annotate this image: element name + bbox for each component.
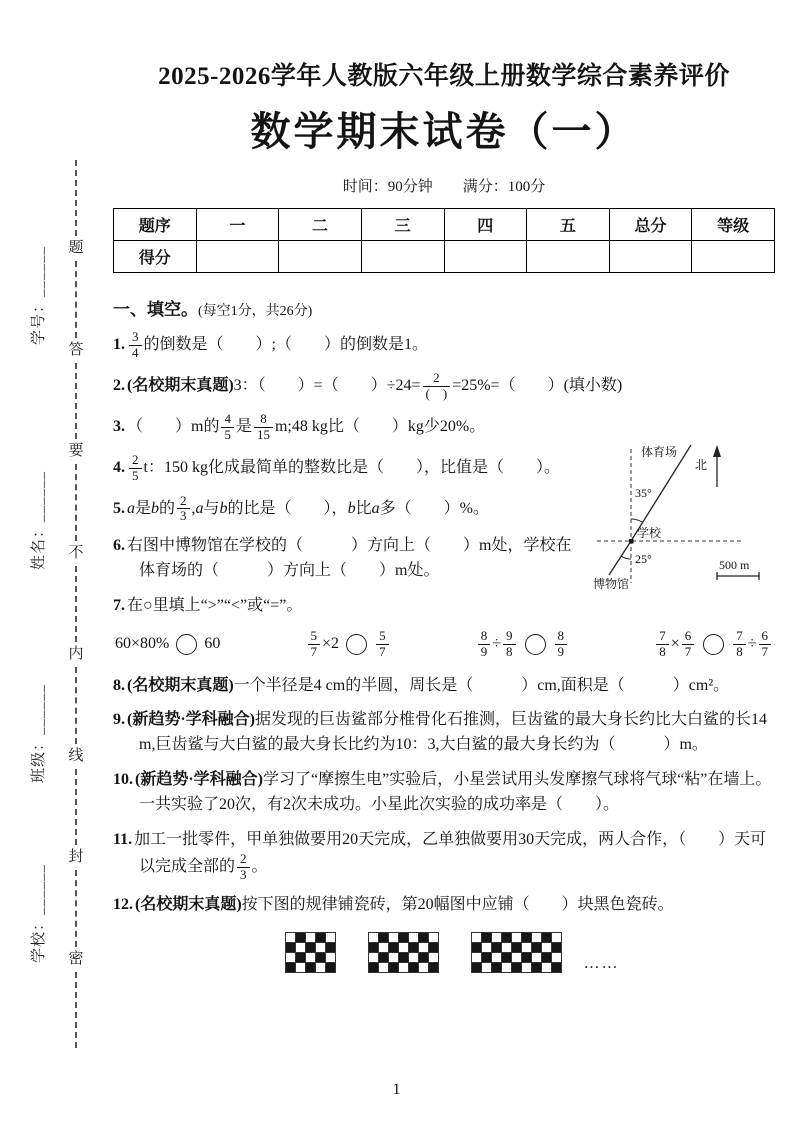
seal-character: 答 — [68, 341, 84, 358]
question-tag: (名校期末真题) — [127, 676, 234, 694]
score-cell-empty — [279, 241, 362, 273]
main-content — [113, 56, 775, 973]
stadium-label: 体育场 — [641, 444, 678, 459]
fraction-denominator: 7 — [310, 643, 318, 659]
black-tile — [481, 933, 491, 943]
museum-label: 博物馆 — [593, 576, 630, 591]
white-tile — [491, 933, 501, 943]
white-tile — [378, 963, 388, 973]
white-tile — [501, 963, 511, 973]
direction-diagram — [591, 439, 775, 591]
fraction-denominator: 3 — [240, 867, 247, 883]
white-tile — [551, 953, 561, 963]
white-tile — [481, 963, 491, 973]
fraction-denominator: 15 — [256, 426, 270, 442]
fraction-numerator: 6 — [759, 629, 772, 645]
score-cell-empty — [609, 241, 692, 273]
fraction — [129, 330, 142, 361]
question-8: 8. (名校期末真题)一个半径是4 cm的半圆，周长是（ ）cm,面积是（ ）cm²。 — [113, 676, 730, 694]
score-cell-empty — [444, 241, 527, 273]
fraction-denominator: 8 — [659, 643, 666, 659]
seal-character: 密 — [68, 950, 84, 967]
black-tile — [285, 943, 295, 953]
seal-character: 线 — [68, 747, 84, 764]
fraction-denominator: 8 — [736, 643, 743, 659]
direction-diagram-wrap — [591, 439, 775, 591]
black-tile — [551, 963, 561, 973]
fraction — [254, 412, 273, 443]
black-tile — [315, 933, 325, 943]
black-tile — [531, 963, 541, 973]
question-6: 6. 右图中博物馆在学校的（ ）方向上（ ）m处，学校在体育场的（ ）方向上（ ）m处。 — [113, 537, 572, 580]
fraction — [221, 412, 234, 443]
question-number: 7. — [113, 596, 125, 614]
question-number: 1. — [113, 336, 125, 354]
black-tile — [378, 953, 388, 963]
tile-pattern-1 — [285, 932, 336, 973]
seal-dash — [75, 667, 77, 743]
fraction-numerator: 2 — [129, 453, 142, 469]
score-table-header-row — [114, 209, 775, 241]
score-cell: 五 — [527, 209, 610, 241]
fraction-numerator: 6 — [682, 629, 695, 645]
fraction-numerator: 3 — [129, 330, 142, 346]
school-field: 学校：______ — [31, 863, 47, 963]
white-tile — [511, 933, 521, 943]
black-tile — [418, 933, 428, 943]
comparison-row — [115, 629, 773, 660]
black-tile — [551, 943, 561, 953]
white-tile — [428, 933, 438, 943]
white-tile — [521, 943, 531, 953]
black-tile — [378, 933, 388, 943]
tile-pattern-2 — [368, 932, 439, 973]
score-cell: 四 — [444, 209, 527, 241]
black-tile — [295, 933, 305, 943]
fraction-numerator: 2 — [237, 852, 250, 868]
question-11: 11. 加工一批零件，甲单独做要用20天完成，乙单独做要用30天完成，两人合作，（ ）天可以完成全部的 $\frac{2}{3}$ 。 — [113, 830, 767, 883]
black-tile — [315, 953, 325, 963]
white-tile — [531, 953, 541, 963]
black-tile — [388, 943, 398, 953]
section-note: (每空1分，共26分) — [198, 304, 313, 319]
variable: a — [195, 499, 204, 517]
white-tile — [501, 943, 511, 953]
comparison-item: $\frac{5}{7}$ ×2 $\frac{5}{7}$ — [306, 629, 391, 660]
fraction — [177, 494, 190, 525]
variable: b — [151, 499, 160, 517]
seal-character: 内 — [68, 646, 84, 663]
seal-line — [66, 160, 86, 1048]
question-10: 10. (新趋势·学科融合)学习了“摩擦生电”实验后，小星尝试用头发摩擦气球将气球“粘”在墙上。一共实验了20次，有2次未成功。小星此次实验的成功率是（ ）。 — [113, 771, 772, 813]
white-tile — [315, 963, 325, 973]
question-number: 5. — [113, 499, 125, 517]
fraction — [555, 629, 568, 660]
seal-character: 题 — [68, 240, 84, 257]
question-number: 9. — [113, 711, 125, 729]
white-tile — [378, 943, 388, 953]
angle-arc-top — [631, 519, 643, 522]
question-tag: (新趋势·学科融合) — [127, 711, 255, 729]
comparison-circle — [703, 634, 724, 655]
white-tile — [315, 943, 325, 953]
fraction-denominator: 9 — [557, 643, 565, 659]
question-2: 2. (名校期末真题)3：（ ）=（ ）÷24= $\frac{2}{( )}$ =25%=（ ）(填小数) — [113, 369, 623, 401]
comparison-item: 60×80% 60 — [115, 634, 220, 655]
question-number: 10. — [113, 771, 133, 789]
fraction — [478, 629, 491, 660]
white-tile — [285, 933, 295, 943]
name-field: 姓名：______ — [31, 470, 47, 570]
question-number: 12. — [113, 896, 133, 914]
black-tile — [501, 933, 511, 943]
variable: a — [127, 499, 135, 517]
question-number: 6. — [113, 537, 125, 555]
black-tile — [325, 963, 335, 973]
question-1: 1. $\frac{3}{4}$ 的倒数是（ ）;（ ）的倒数是1。 — [113, 329, 428, 360]
black-tile — [418, 953, 428, 963]
question-number: 2. — [113, 376, 125, 394]
white-tile — [305, 953, 315, 963]
black-tile — [305, 943, 315, 953]
white-tile — [481, 943, 491, 953]
school-point — [629, 539, 634, 544]
black-tile — [521, 953, 531, 963]
black-tile — [428, 943, 438, 953]
seal-dash — [75, 363, 77, 439]
question-5: 5. a是b的 $\frac{2}{3}$ ,a与b的比是（ ），b比a多（ ）%。 — [113, 492, 489, 524]
white-tile — [521, 963, 531, 973]
fraction — [503, 629, 516, 660]
black-tile — [398, 953, 408, 963]
fraction-numerator: 8 — [555, 629, 568, 645]
black-tile — [325, 943, 335, 953]
tile-pattern-3 — [471, 932, 562, 973]
seal-dash — [75, 972, 77, 1048]
fraction — [423, 371, 451, 402]
fraction-numerator: 8 — [478, 629, 491, 645]
black-tile — [501, 953, 511, 963]
white-tile — [295, 963, 305, 973]
score-cell-empty — [527, 241, 610, 273]
white-tile — [428, 953, 438, 963]
comparison-circle — [346, 634, 367, 655]
black-tile — [511, 943, 521, 953]
white-tile — [325, 953, 335, 963]
score-cell-empty — [692, 241, 775, 273]
north-label: 北 — [695, 457, 708, 472]
paper-title: 数学期末试卷（一） — [250, 109, 638, 154]
question-4: 4. $\frac{2}{5}$ t：150 kg化成最简单的整数比是（ ），比值是（ ）。 — [113, 451, 560, 483]
seal-character: 封 — [68, 849, 84, 866]
fraction-numerator: 5 — [308, 629, 321, 645]
seal-character: 要 — [68, 443, 84, 460]
score-table — [113, 208, 775, 273]
black-tile — [481, 953, 491, 963]
score-cell: 题序 — [114, 209, 197, 241]
student-number-field: 学号：______ — [31, 245, 47, 345]
black-tile — [541, 933, 551, 943]
white-tile — [541, 943, 551, 953]
score-cell-empty — [361, 241, 444, 273]
black-tile — [491, 943, 501, 953]
score-table-score-row — [114, 241, 775, 273]
fraction-denominator: 7 — [379, 643, 386, 659]
fraction-denominator: 7 — [761, 643, 768, 659]
fraction-numerator: 7 — [656, 629, 669, 645]
question-number: 11. — [113, 830, 133, 848]
comparison-circle — [176, 634, 197, 655]
white-tile — [388, 953, 398, 963]
seal-dash — [75, 261, 77, 337]
black-tile — [408, 943, 418, 953]
score-cell: 二 — [279, 209, 362, 241]
white-tile — [541, 963, 551, 973]
black-tile — [531, 943, 541, 953]
angle-bottom-label: 25° — [635, 551, 652, 566]
white-tile — [418, 943, 428, 953]
score-cell: 三 — [361, 209, 444, 241]
black-tile — [295, 953, 305, 963]
white-tile — [368, 933, 378, 943]
black-tile — [368, 943, 378, 953]
score-cell: 等级 — [692, 209, 775, 241]
black-tile — [471, 943, 481, 953]
fraction-denominator: 9 — [480, 643, 488, 659]
question-tag: (名校期末真题) — [127, 376, 234, 394]
seal-dash — [75, 870, 77, 946]
comparison-item: $\frac{8}{9}$ ÷ $\frac{9}{8}$ $\frac{8}{9}$ — [476, 629, 569, 660]
north-arrow-head — [713, 445, 721, 457]
black-tile — [398, 933, 408, 943]
black-tile — [305, 963, 315, 973]
white-tile — [511, 953, 521, 963]
black-tile — [471, 963, 481, 973]
white-tile — [408, 953, 418, 963]
museum-line — [609, 541, 631, 575]
seal-dash — [75, 566, 77, 642]
class-field: 班级：______ — [31, 683, 47, 783]
white-tile — [368, 953, 378, 963]
question-12: 12. (名校期末真题)按下图的规律铺瓷砖，第20幅图中应铺（ ）块黑色瓷砖。 — [113, 896, 674, 914]
black-tile — [388, 963, 398, 973]
fraction — [308, 629, 321, 660]
white-tile — [388, 933, 398, 943]
score-cell: 总分 — [609, 209, 692, 241]
score-cell-empty — [196, 241, 279, 273]
fraction-denominator: 7 — [684, 643, 692, 659]
black-tile — [521, 933, 531, 943]
fraction-denominator: 8 — [506, 643, 513, 659]
tiles-row — [113, 932, 775, 973]
black-tile — [368, 963, 378, 973]
white-tile — [398, 943, 408, 953]
fraction-denominator: 5 — [224, 426, 231, 442]
question-3: 3. （ ）m的 $\frac{4}{5}$ 是 $\frac{8}{15}$ m;48 kg比（ ）kg少20%。 — [113, 410, 486, 442]
variable: b — [219, 499, 228, 517]
question-number: 4. — [113, 458, 125, 476]
pattern-ellipsis: …… — [583, 955, 620, 973]
questions-list — [113, 330, 775, 918]
fraction — [733, 629, 746, 660]
white-tile — [408, 933, 418, 943]
fraction-denominator: 3 — [180, 508, 187, 524]
fraction — [237, 852, 250, 883]
section-title — [113, 295, 775, 320]
score-cell: 一 — [196, 209, 279, 241]
paper-info: 时间：90分钟 满分：100分 — [342, 179, 546, 195]
white-tile — [551, 933, 561, 943]
fraction-numerator: 8 — [254, 412, 273, 428]
white-tile — [295, 943, 305, 953]
seal-dash — [75, 160, 77, 236]
question-9: 9. (新趋势·学科融合)据发现的巨齿鲨部分椎骨化石推测，巨齿鲨的最大身长约比大白鲨的长14 m,巨齿鲨与大白鲨的最大身长比约为10：3,大白鲨的最大身长约为（ ）m。 — [113, 711, 768, 754]
fraction-numerator: 2 — [423, 371, 451, 387]
black-tile — [428, 963, 438, 973]
question-number: 8. — [113, 676, 125, 694]
seal-character: 不 — [68, 544, 84, 561]
black-tile — [511, 963, 521, 973]
seal-dash — [75, 464, 77, 540]
fraction-numerator: 4 — [221, 412, 234, 428]
white-tile — [471, 953, 481, 963]
black-tile — [491, 963, 501, 973]
score-cell: 得分 — [114, 241, 197, 273]
comparison-item: $\frac{7}{8}$ × $\frac{6}{7}$ $\frac{7}{8}$ ÷ $\frac{6}{7}$ — [654, 629, 773, 660]
fraction — [656, 629, 669, 660]
fraction-numerator: 9 — [503, 629, 516, 645]
fraction — [682, 629, 695, 660]
question-number: 3. — [113, 417, 125, 435]
fraction — [129, 453, 142, 484]
scale-label: 500 m — [719, 557, 750, 572]
black-tile — [541, 953, 551, 963]
white-tile — [418, 963, 428, 973]
fraction-denominator: 4 — [132, 344, 139, 360]
angle-top-label: 35° — [635, 485, 652, 500]
fraction-denominator: 5 — [132, 467, 139, 483]
question-7: 7. 在○里填上“>”“<”或“=”。 — [113, 596, 303, 614]
variable: b — [347, 499, 356, 517]
angle-arc-bottom — [622, 556, 631, 559]
fraction-denominator: ( ) — [425, 385, 448, 401]
section-name: 一、填空。 — [113, 300, 198, 319]
course-title: 2025-2026学年人教版六年级上册数学综合素养评价 — [158, 63, 730, 90]
question-tag: (新趋势·学科融合) — [135, 771, 263, 789]
fraction — [759, 629, 772, 660]
seal-dash — [75, 769, 77, 845]
comparison-circle — [525, 634, 546, 655]
fraction — [376, 629, 389, 660]
variable: a — [371, 499, 380, 517]
black-tile — [285, 963, 295, 973]
school-label: 学校 — [637, 525, 662, 540]
white-tile — [531, 933, 541, 943]
question-tag: (名校期末真题) — [135, 896, 242, 914]
white-tile — [325, 933, 335, 943]
white-tile — [471, 933, 481, 943]
white-tile — [285, 953, 295, 963]
page-number: 1 — [392, 1081, 401, 1098]
fraction-numerator: 2 — [177, 494, 190, 510]
black-tile — [408, 963, 418, 973]
white-tile — [398, 963, 408, 973]
fraction-numerator: 7 — [733, 629, 746, 645]
fraction-numerator: 5 — [376, 629, 389, 645]
white-tile — [305, 933, 315, 943]
white-tile — [491, 953, 501, 963]
